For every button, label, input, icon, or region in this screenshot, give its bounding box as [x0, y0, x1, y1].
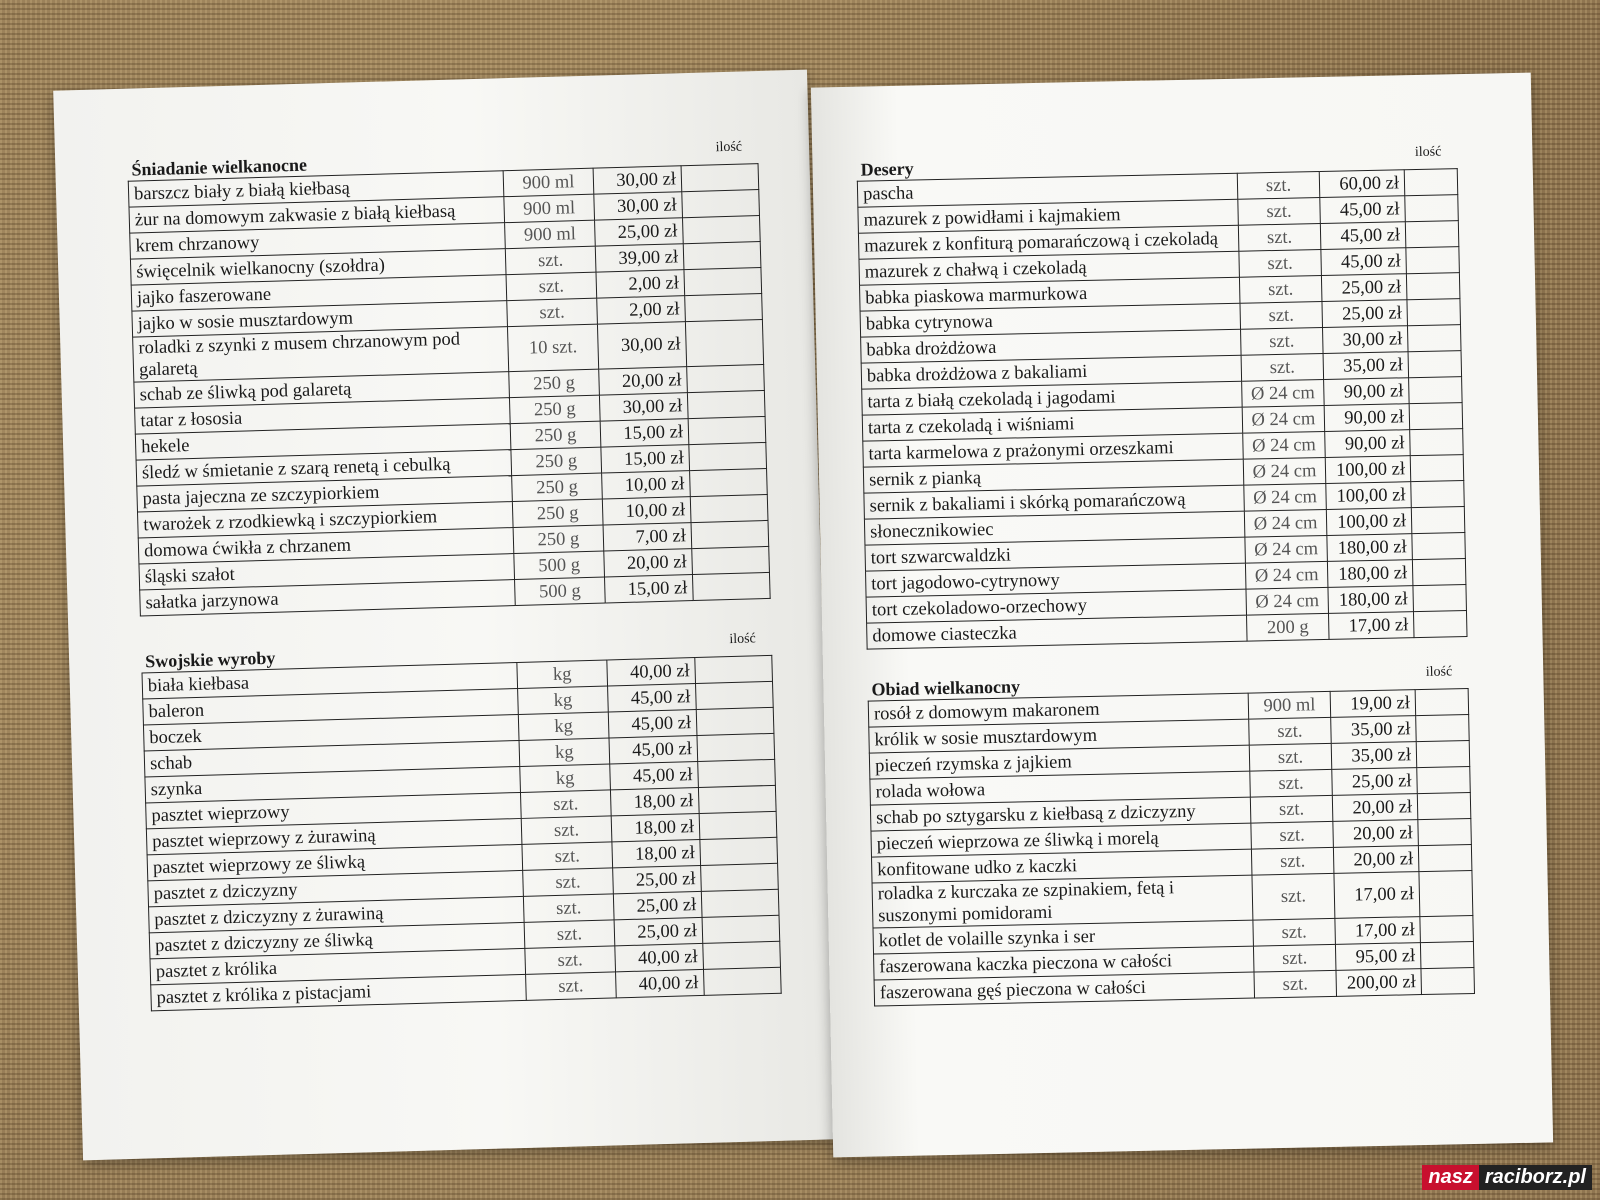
- item-qty: szt.: [526, 972, 617, 1001]
- item-price: 35,00 zł: [1331, 742, 1417, 770]
- item-price: 25,00 zł: [595, 218, 684, 246]
- item-qty: szt.: [1250, 795, 1333, 823]
- quantity-entry-cell: [1419, 870, 1473, 916]
- item-name: szynka: [145, 766, 521, 802]
- quantity-entry-cell: [1410, 429, 1464, 456]
- item-qty: szt.: [1241, 353, 1324, 381]
- quantity-entry-cell: [1410, 455, 1464, 482]
- item-price: 45,00 zł: [609, 736, 698, 764]
- item-name: roladki z szynki z musem chrzanowym pod galaretą: [133, 327, 509, 382]
- quantity-entry-cell: [682, 190, 760, 218]
- item-qty: szt.: [524, 920, 615, 949]
- item-name: królik w sosie musztardowym: [869, 719, 1249, 753]
- quantity-entry-cell: [698, 785, 776, 813]
- item-name: twarożek z rzodkiewką i szczypiorkiem: [138, 502, 514, 538]
- item-qty: 250 g: [512, 499, 603, 528]
- item-price: 17,00 zł: [1328, 612, 1414, 640]
- item-price: 180,00 zł: [1327, 560, 1413, 588]
- item-name: sałatka jarzynowa: [140, 580, 516, 616]
- item-name: tort jagodowo-cytrynowy: [866, 563, 1246, 597]
- watermark-brand: nasz: [1422, 1165, 1478, 1190]
- item-price: 45,00 zł: [1320, 222, 1406, 250]
- item-price: 45,00 zł: [610, 762, 699, 790]
- item-price: 45,00 zł: [608, 684, 697, 712]
- item-price: 15,00 zł: [600, 419, 689, 447]
- quantity-entry-cell: [1412, 559, 1466, 586]
- quantity-entry-cell: [1416, 715, 1470, 742]
- item-qty: szt.: [1240, 302, 1323, 330]
- item-qty: Ø 24 cm: [1246, 587, 1329, 615]
- quantity-entry-cell: [1411, 481, 1465, 508]
- quantity-entry-cell: [1415, 689, 1469, 716]
- item-price: 20,00 zł: [1332, 794, 1418, 822]
- item-name: rosół z domowym makaronem: [868, 693, 1248, 727]
- item-name: krem chrzanowy: [130, 223, 506, 259]
- quantity-entry-cell: [701, 889, 779, 917]
- item-name: konfitowane udko z kaczki: [872, 849, 1252, 883]
- item-qty: 250 g: [511, 447, 602, 476]
- item-price: 95,00 zł: [1335, 943, 1421, 971]
- quantity-entry-cell: [1409, 403, 1463, 430]
- item-name: żur na domowym zakwasie z białą kiełbasą: [129, 197, 505, 233]
- item-price: 2,00 zł: [596, 270, 685, 298]
- quantity-entry-cell: [1420, 915, 1474, 942]
- item-qty: szt.: [1253, 944, 1336, 972]
- quantity-entry-cell: [1417, 793, 1471, 820]
- item-qty: szt.: [507, 298, 598, 327]
- item-qty: 250 g: [509, 369, 600, 398]
- item-name: pasztet z królika z pistacjami: [151, 974, 527, 1010]
- quantity-entry-cell: [1411, 507, 1465, 534]
- quantity-entry-cell: [1406, 273, 1460, 300]
- item-qty: kg: [518, 686, 609, 715]
- item-name: tatar z łososia: [135, 398, 511, 434]
- item-qty: szt.: [1237, 172, 1320, 200]
- item-price: 40,00 zł: [607, 658, 696, 686]
- item-price: 39,00 zł: [595, 244, 684, 272]
- item-qty: szt.: [1238, 224, 1321, 252]
- item-qty: szt.: [522, 842, 613, 871]
- item-price: 45,00 zł: [1320, 196, 1406, 224]
- item-qty: szt.: [525, 946, 616, 975]
- item-name: jajko w sosie musztardowym: [132, 301, 508, 337]
- qty-column-header: ilość: [729, 631, 756, 648]
- menu-table: [868, 688, 1475, 1007]
- item-price: 30,00 zł: [1323, 326, 1409, 354]
- item-qty: Ø 24 cm: [1244, 509, 1327, 537]
- item-name: hekele: [135, 424, 511, 460]
- item-name: babka drożdżowa: [861, 329, 1241, 363]
- section-title: Desery: [860, 158, 914, 180]
- quantity-entry-cell: [687, 390, 765, 418]
- item-qty: 250 g: [512, 473, 603, 502]
- quantity-entry-cell: [1407, 325, 1461, 352]
- item-name: pasztet z dziczyzny z żurawiną: [149, 896, 525, 932]
- item-name: pasztet wieprzowy z żurawiną: [146, 818, 522, 854]
- right-page: [811, 73, 1553, 1158]
- quantity-entry-cell: [1420, 941, 1474, 968]
- item-price: 25,00 zł: [1322, 300, 1408, 328]
- item-price: 30,00 zł: [594, 192, 683, 220]
- item-name: pascha: [857, 173, 1237, 207]
- quantity-entry-cell: [685, 294, 763, 322]
- qty-column-header: ilość: [1425, 664, 1453, 680]
- item-qty: 250 g: [510, 421, 601, 450]
- item-name: faszerowana kaczka pieczona w całości: [874, 946, 1254, 980]
- item-name: domowa ćwikła z chrzanem: [138, 528, 514, 564]
- menu-table: [128, 163, 771, 616]
- quantity-entry-cell: [1413, 585, 1467, 612]
- quantity-entry-cell: [684, 268, 762, 296]
- section-title: Obiad wielkanocny: [871, 676, 1021, 700]
- item-name: śledź w śmietanie z szarą renetą i cebulką: [136, 450, 512, 486]
- item-price: 25,00 zł: [1332, 768, 1418, 796]
- item-name: pasztet z dziczyzny: [148, 870, 524, 906]
- left-page: [53, 70, 837, 1161]
- item-qty: Ø 24 cm: [1243, 457, 1326, 485]
- quantity-entry-cell: [1413, 611, 1467, 638]
- quantity-entry-cell: [1417, 767, 1471, 794]
- item-qty: kg: [520, 764, 611, 793]
- item-qty: szt.: [1239, 276, 1322, 304]
- quantity-entry-cell: [703, 967, 781, 995]
- item-name: mazurek z chałwą i czekoladą: [859, 251, 1239, 285]
- item-name: kotlet de volaille szynka i ser: [873, 920, 1253, 954]
- item-price: 18,00 zł: [610, 787, 699, 815]
- item-price: 40,00 zł: [615, 943, 704, 971]
- item-price: 7,00 zł: [603, 523, 692, 551]
- item-qty: szt.: [1249, 717, 1332, 745]
- item-name: tarta z czekoladą i wiśniami: [862, 407, 1242, 441]
- item-qty: szt.: [1241, 327, 1324, 355]
- item-name: tarta z białą czekoladą i jagodami: [862, 381, 1242, 415]
- item-name: pieczeń rzymska z jajkiem: [869, 745, 1249, 779]
- item-price: 17,00 zł: [1335, 917, 1421, 945]
- quantity-entry-cell: [1416, 741, 1470, 768]
- item-name: mazurek z powidłami i kajmakiem: [858, 199, 1238, 233]
- item-qty: Ø 24 cm: [1243, 431, 1326, 459]
- item-qty: szt.: [1249, 743, 1332, 771]
- quantity-entry-cell: [690, 468, 768, 496]
- item-qty: 10 szt.: [507, 324, 598, 371]
- quantity-entry-cell: [697, 733, 775, 761]
- quantity-entry-cell: [1408, 351, 1462, 378]
- item-name: babka cytrynowa: [860, 303, 1240, 337]
- item-name: pieczeń wieprzowa ze śliwką i morelą: [871, 823, 1251, 857]
- item-price: 60,00 zł: [1319, 170, 1405, 198]
- quantity-entry-cell: [696, 707, 774, 735]
- quantity-entry-cell: [681, 164, 759, 192]
- item-qty: szt.: [505, 246, 596, 275]
- quantity-entry-cell: [699, 811, 777, 839]
- item-qty: szt.: [1251, 821, 1334, 849]
- item-name: schab po sztygarsku z kiełbasą z dziczyzny: [870, 797, 1250, 831]
- item-name: baleron: [143, 689, 519, 725]
- item-name: tarta karmelowa z prażonymi orzeszkami: [863, 433, 1243, 467]
- quantity-entry-cell: [1418, 818, 1472, 845]
- quantity-entry-cell: [698, 759, 776, 787]
- item-qty: 500 g: [514, 551, 605, 580]
- item-qty: 900 ml: [504, 194, 595, 223]
- item-price: 40,00 zł: [616, 969, 705, 997]
- watermark-logo: [1422, 1165, 1592, 1190]
- item-price: 45,00 zł: [1321, 248, 1407, 276]
- item-name: babka piaskowa marmurkowa: [860, 277, 1240, 311]
- quantity-entry-cell: [690, 494, 768, 522]
- item-name: domowe ciasteczka: [867, 615, 1247, 649]
- item-qty: Ø 24 cm: [1245, 535, 1328, 563]
- item-price: 10,00 zł: [602, 471, 691, 499]
- item-qty: szt.: [1239, 250, 1322, 278]
- item-price: 20,00 zł: [1333, 820, 1419, 848]
- item-name: pasztet wieprzowy ze śliwką: [147, 844, 523, 880]
- section-title: Śniadanie wielkanocne: [131, 154, 308, 180]
- item-name: słonecznikowiec: [864, 511, 1244, 545]
- item-name: tort czekoladowo-orzechowy: [866, 589, 1246, 623]
- section-sniadanie-wielkanocne: [127, 139, 771, 616]
- item-name: pasztet wieprzowy: [146, 792, 522, 828]
- item-price: 90,00 zł: [1324, 404, 1410, 432]
- item-price: 18,00 zł: [611, 813, 700, 841]
- quantity-entry-cell: [703, 941, 781, 969]
- item-name: jajko faszerowane: [131, 275, 507, 311]
- item-price: 100,00 zł: [1325, 456, 1411, 484]
- item-qty: Ø 24 cm: [1242, 405, 1325, 433]
- item-name: pasta jajeczna ze szczypiorkiem: [137, 476, 513, 512]
- quantity-entry-cell: [685, 320, 763, 367]
- quantity-entry-cell: [1409, 377, 1463, 404]
- qty-column-header: ilość: [715, 139, 743, 156]
- quantity-entry-cell: [691, 520, 769, 548]
- quantity-entry-cell: [701, 863, 779, 891]
- item-price: 180,00 zł: [1328, 586, 1414, 614]
- section-swojskie-wyroby: [141, 631, 782, 1011]
- item-qty: kg: [518, 712, 609, 741]
- item-qty: szt.: [1254, 970, 1337, 998]
- quantity-entry-cell: [696, 681, 774, 709]
- item-qty: szt.: [1253, 918, 1336, 946]
- item-qty: szt.: [1238, 198, 1321, 226]
- menu-table: [857, 168, 1468, 649]
- item-price: 20,00 zł: [599, 367, 688, 395]
- item-price: 90,00 zł: [1324, 378, 1410, 406]
- quantity-entry-cell: [1421, 967, 1475, 994]
- item-price: 35,00 zł: [1331, 716, 1417, 744]
- item-qty: 900 ml: [503, 168, 594, 197]
- item-price: 100,00 zł: [1326, 508, 1412, 536]
- item-qty: szt.: [523, 868, 614, 897]
- item-name: śląski szałot: [139, 554, 515, 590]
- section-title: Swojskie wyroby: [144, 647, 276, 672]
- item-qty: szt.: [1251, 847, 1334, 875]
- item-price: 15,00 zł: [601, 445, 690, 473]
- item-price: 10,00 zł: [602, 497, 691, 525]
- item-name: sernik z bakaliami i skórką pomarańczową: [864, 485, 1244, 519]
- section-obiad-wielkanocny: [867, 664, 1475, 1007]
- item-price: 2,00 zł: [597, 296, 686, 324]
- item-price: 35,00 zł: [1323, 352, 1409, 380]
- qty-column-header: ilość: [1414, 144, 1442, 161]
- item-name: mazurek z konfiturą pomarańczową i czekoladą: [858, 225, 1238, 259]
- item-price: 45,00 zł: [608, 710, 697, 738]
- quantity-entry-cell: [1405, 221, 1459, 248]
- quantity-entry-cell: [1404, 169, 1458, 196]
- item-price: 100,00 zł: [1326, 482, 1412, 510]
- item-price: 30,00 zł: [599, 393, 688, 421]
- item-qty: kg: [519, 738, 610, 767]
- item-qty: szt.: [1250, 769, 1333, 797]
- item-qty: 900 ml: [505, 220, 596, 249]
- quantity-entry-cell: [702, 915, 780, 943]
- quantity-entry-cell: [1407, 299, 1461, 326]
- item-price: 17,00 zł: [1334, 872, 1420, 919]
- item-qty: szt.: [523, 894, 614, 923]
- quantity-entry-cell: [700, 837, 778, 865]
- item-qty: Ø 24 cm: [1242, 379, 1325, 407]
- quantity-entry-cell: [689, 442, 767, 470]
- item-name: faszerowana gęś pieczona w całości: [874, 972, 1254, 1006]
- quantity-entry-cell: [1406, 247, 1460, 274]
- quantity-entry-cell: [683, 242, 761, 270]
- item-name: biała kiełbasa: [142, 663, 518, 699]
- item-qty: szt.: [506, 272, 597, 301]
- item-qty: 900 ml: [1248, 691, 1331, 719]
- item-price: 19,00 zł: [1330, 690, 1416, 718]
- item-qty: 250 g: [509, 395, 600, 424]
- item-name: schab ze śliwką pod galaretą: [134, 372, 510, 408]
- quantity-entry-cell: [692, 572, 770, 600]
- item-price: 25,00 zł: [613, 865, 702, 893]
- item-qty: 500 g: [515, 577, 606, 606]
- quantity-entry-cell: [1412, 533, 1466, 560]
- item-qty: kg: [517, 660, 608, 689]
- item-price: 200,00 zł: [1336, 969, 1422, 997]
- item-name: święcelnik wielkanocny (szołdra): [130, 249, 506, 285]
- item-price: 90,00 zł: [1325, 430, 1411, 458]
- watermark-domain: raciborz.pl: [1479, 1165, 1592, 1190]
- quantity-entry-cell: [1405, 195, 1459, 222]
- item-price: 180,00 zł: [1327, 534, 1413, 562]
- item-name: boczek: [143, 714, 519, 750]
- item-price: 25,00 zł: [614, 917, 703, 945]
- quantity-entry-cell: [687, 365, 765, 393]
- item-price: 30,00 zł: [597, 322, 686, 369]
- item-price: 25,00 zł: [1321, 274, 1407, 302]
- item-name: pasztet z dziczyzny ze śliwką: [149, 922, 525, 958]
- item-qty: 200 g: [1247, 613, 1330, 641]
- quantity-entry-cell: [692, 546, 770, 574]
- quantity-entry-cell: [695, 655, 773, 683]
- item-price: 20,00 zł: [604, 549, 693, 577]
- quantity-entry-cell: [682, 216, 760, 244]
- item-name: babka drożdżowa z bakaliami: [861, 355, 1241, 389]
- item-price: 25,00 zł: [613, 891, 702, 919]
- item-name: rolada wołowa: [870, 771, 1250, 805]
- menu-table: [141, 655, 781, 1011]
- item-price: 30,00 zł: [593, 166, 682, 194]
- item-qty: szt.: [521, 816, 612, 845]
- item-price: 18,00 zł: [612, 839, 701, 867]
- item-name: sernik z pianką: [863, 459, 1243, 493]
- item-qty: szt.: [1252, 873, 1335, 920]
- item-name: pasztet z królika: [150, 948, 526, 984]
- item-qty: Ø 24 cm: [1244, 483, 1327, 511]
- quantity-entry-cell: [1418, 844, 1472, 871]
- quantity-entry-cell: [688, 416, 766, 444]
- item-qty: szt.: [520, 790, 611, 819]
- section-desery: [856, 144, 1467, 649]
- item-name: tort szwarcwaldzki: [865, 537, 1245, 571]
- item-qty: Ø 24 cm: [1245, 561, 1328, 589]
- item-name: roladka z kurczaka ze szpinakiem, fetą i suszonymi pomidorami: [872, 875, 1253, 928]
- item-name: schab: [144, 740, 520, 776]
- item-name: barszcz biały z białą kiełbasą: [128, 171, 504, 207]
- item-price: 15,00 zł: [605, 575, 694, 603]
- item-price: 20,00 zł: [1333, 846, 1419, 874]
- item-qty: 250 g: [513, 525, 604, 554]
